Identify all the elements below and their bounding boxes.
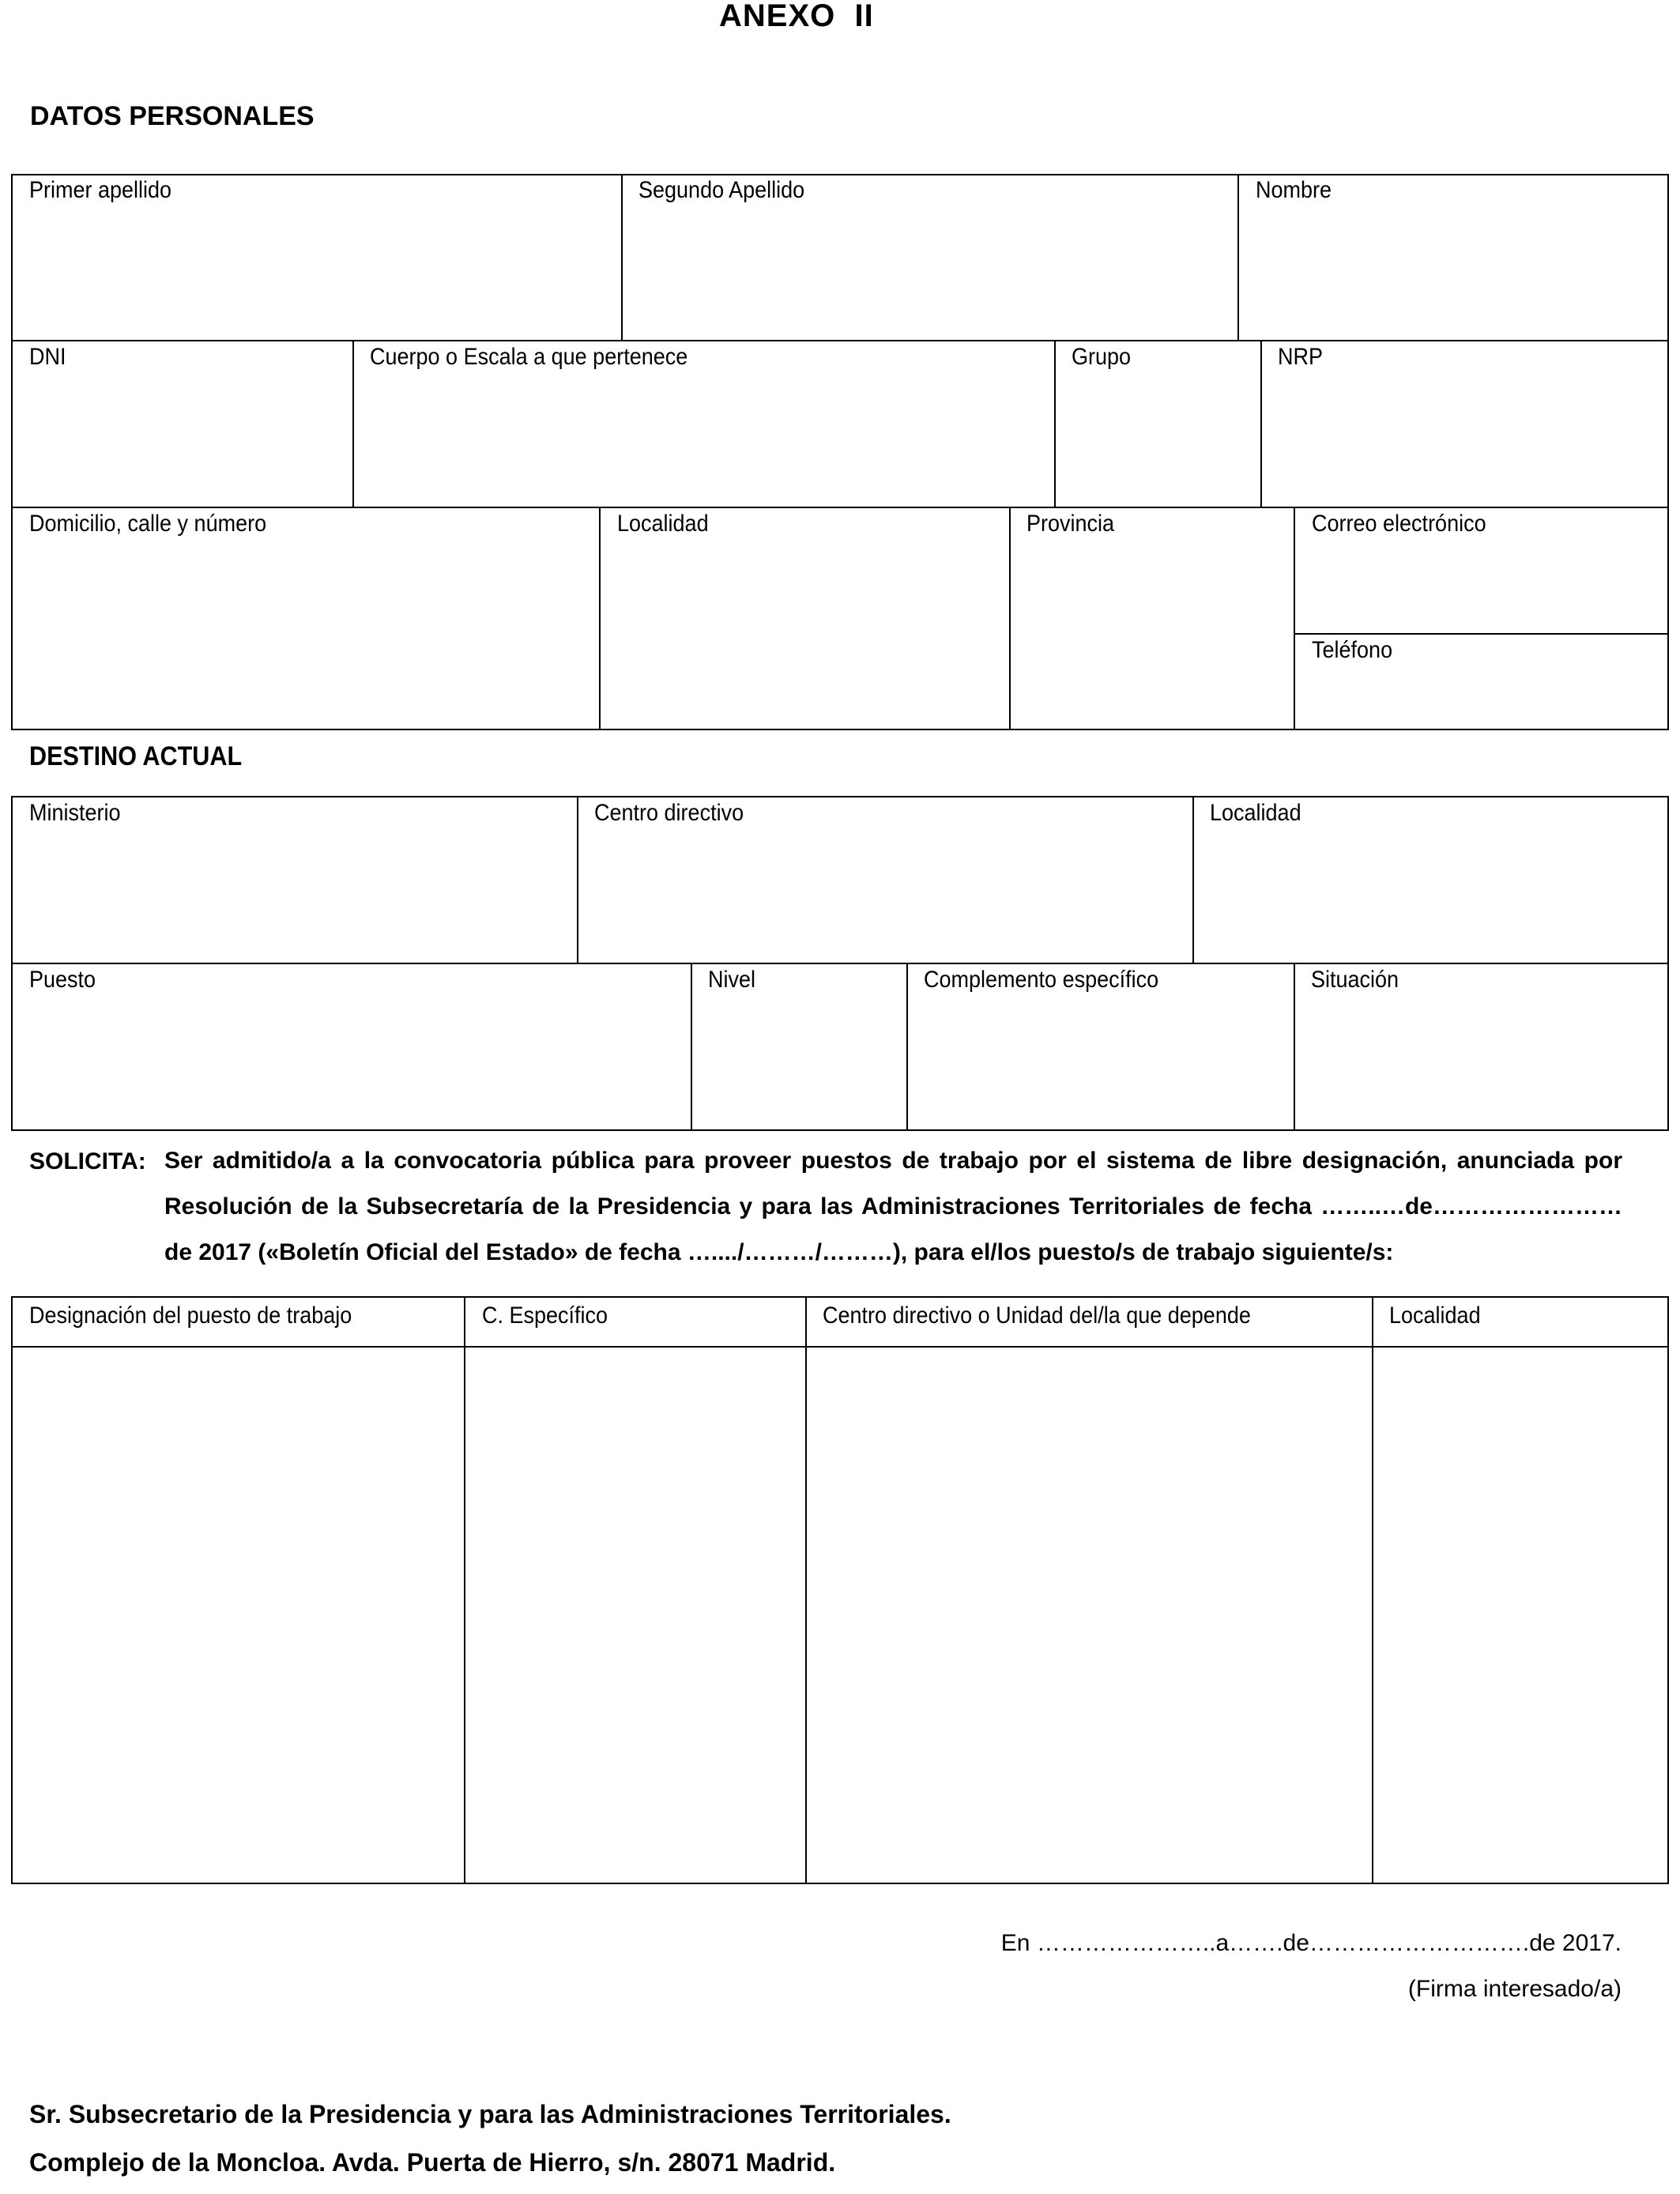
row-divider (11, 340, 1669, 341)
field-label-localidad-destino: Localidad (1210, 800, 1301, 826)
col-divider (464, 1296, 465, 1884)
field-label-dni: DNI (29, 344, 66, 370)
col-divider (691, 963, 692, 1131)
field-label-nombre: Nombre (1256, 177, 1332, 203)
col-divider (1009, 507, 1011, 730)
col-divider (1237, 174, 1239, 341)
field-label-telefono: Teléfono (1312, 637, 1393, 663)
field-label-centro-directivo: Centro directivo (594, 800, 744, 826)
destinatario-line-2: Complejo de la Moncloa. Avda. Puerta de Hierro, s/n. 28071 Madrid. (29, 2148, 836, 2177)
table-header-c-especifico: C. Específico (482, 1302, 608, 1329)
puestos-table (11, 1296, 1669, 1884)
field-label-nivel: Nivel (708, 967, 756, 993)
table-header-divider (11, 1346, 1669, 1348)
col-divider (577, 796, 578, 963)
page-title: ANEXO II (719, 0, 874, 33)
col-divider (1054, 340, 1056, 507)
table-header-designacion: Designación del puesto de trabajo (29, 1302, 352, 1329)
col-divider (1294, 963, 1295, 1131)
field-label-cuerpo: Cuerpo o Escala a que pertenece (370, 344, 688, 370)
section-heading-personal: DATOS PERSONALES (30, 101, 315, 131)
col-divider (1372, 1296, 1373, 1884)
field-label-grupo: Grupo (1072, 344, 1132, 370)
row-divider (11, 507, 1669, 508)
field-label-ministerio: Ministerio (29, 800, 121, 826)
solicita-label: SOLICITA: (29, 1148, 146, 1174)
field-label-complemento: Complemento específico (924, 967, 1159, 993)
field-label-provincia: Provincia (1026, 511, 1115, 537)
row-divider (1294, 633, 1669, 635)
col-divider (599, 507, 601, 730)
col-divider (621, 174, 623, 341)
field-label-situacion: Situación (1311, 967, 1399, 993)
col-divider (1192, 796, 1194, 963)
solicita-text: Ser admitido/a a la convocatoria pública para proveer puestos de trabajo por el sistema de libre designación, anunciada por Resolución de la Subsecretaría de la Presidencia y para las Administraciones Territoriales de fecha ……..…de…………………… de 2017 («Boletín Oficial del Estado» de fecha …..../………/………), para el/los puesto/s de trabajo siguiente/s: (164, 1148, 1622, 1265)
destinatario-line-1: Sr. Subsecretario de la Presidencia y para las Administraciones Territoriales. (29, 2100, 951, 2128)
personal-data-box (11, 174, 1669, 730)
table-header-localidad: Localidad (1389, 1302, 1481, 1329)
field-label-nrp: NRP (1278, 344, 1324, 370)
field-label-primer-apellido: Primer apellido (29, 177, 172, 203)
col-divider (1260, 340, 1262, 507)
col-divider (1294, 507, 1295, 730)
section-heading-destino: DESTINO ACTUAL (29, 741, 243, 771)
col-divider (352, 340, 354, 507)
table-header-centro: Centro directivo o Unidad del/la que depende (823, 1302, 1251, 1329)
lugar-fecha-line: En …………………..a…….de……………………….de 2017. (1000, 1930, 1622, 1956)
row-divider (11, 963, 1669, 964)
field-label-domicilio: Domicilio, calle y número (29, 511, 267, 537)
field-label-segundo-apellido: Segundo Apellido (638, 177, 805, 203)
col-divider (906, 963, 908, 1131)
firma-label: (Firma interesado/a) (1407, 1976, 1622, 2002)
field-label-localidad: Localidad (617, 511, 709, 537)
col-divider (805, 1296, 807, 1884)
field-label-puesto: Puesto (29, 967, 96, 993)
field-label-correo: Correo electrónico (1312, 511, 1486, 537)
